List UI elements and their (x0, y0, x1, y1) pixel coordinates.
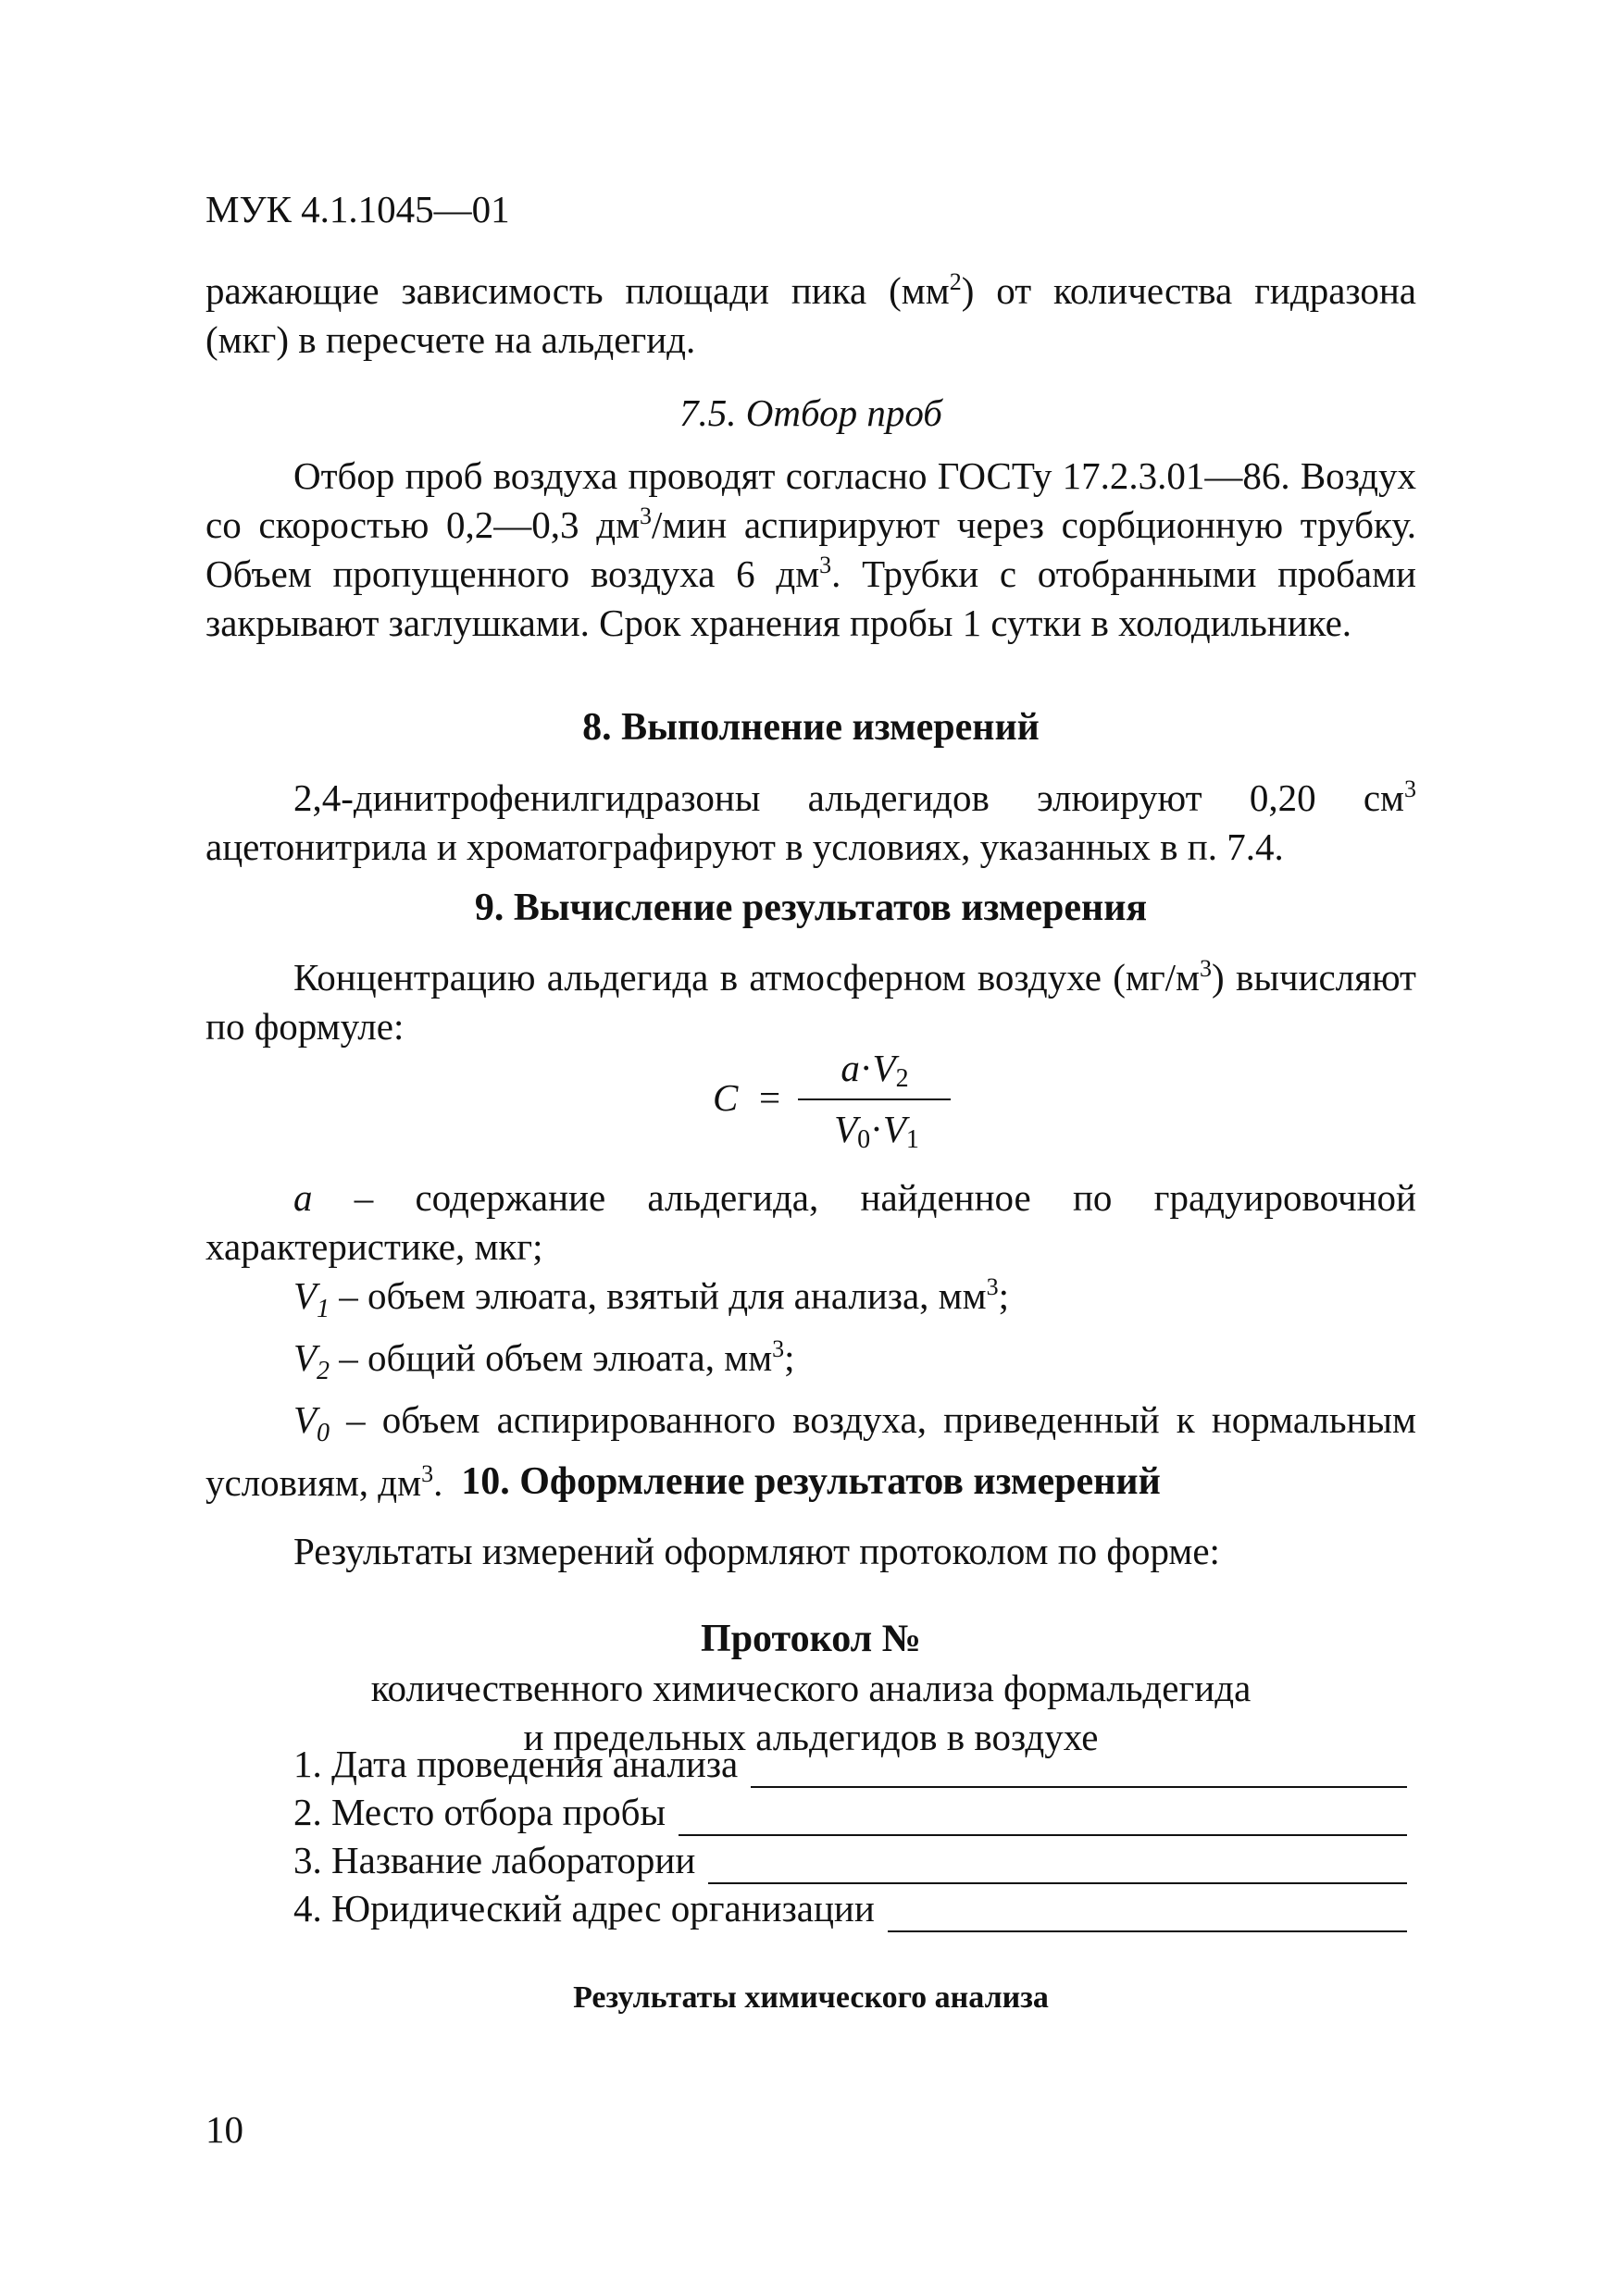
intro-paragraph: ражающие зависимость площади пика $(мм^2)$ от количества гидразона (мкг) в пересчете на альдегид. (205, 268, 1417, 361)
protocol-subtitle-1: количественного химического анализа формальдегида (370, 1667, 1252, 1709)
def-v0: $V_0$ – объем аспирированного воздуха, приведенный к нормальным условиям, $дм^3$. (205, 1398, 1416, 1504)
section-10-title: 10. Оформление результатов измерений (461, 1460, 1161, 1503)
section-7-5-paragraph: Отбор проб воздуха проводят согласно ГОСТу 17.2.3.01—86. Воздух со скоростью 0,2—0,3 $дм^3$/мин аспирируют через сорбционную трубку. Объем пропущенного воздуха 6 $дм^3$. Трубки с отобранными пробами закрывают заглушками. Срок хранения пробы 1 сутки в холодильнике. (205, 454, 1416, 644)
section-8-paragraph: 2,4-динитрофенилгидразоны альдегидов элюируют 0,20 $см^3$ ацетонитрила и хроматографируют в условиях, указанных в п. 7.4. (205, 776, 1416, 868)
blank-line[interactable] (679, 1799, 1407, 1836)
blank-line[interactable] (708, 1847, 1407, 1884)
formula-numerator: $a\cdot V_2$ (841, 1047, 909, 1093)
def-v2: $V_2$ – общий объем элюата, $мм^3$; (293, 1335, 795, 1386)
section-8-title: 8. Выполнение измерений (582, 706, 1040, 749)
page-number: 10 (205, 2108, 243, 2151)
running-header: МУК 4.1.1045—01 (205, 188, 510, 230)
field-sampling-place[interactable]: 2. Место отбора пробы (293, 1788, 1407, 1836)
formula-lhs: C (713, 1076, 739, 1119)
protocol-subtitle-2: и предельных альдегидов в воздухе (523, 1716, 1099, 1758)
protocol-title: Протокол № (701, 1618, 921, 1660)
blank-line[interactable] (751, 1751, 1407, 1788)
fraction-bar (798, 1098, 951, 1100)
field-analysis-date[interactable]: 1. Дата проведения анализа (293, 1740, 1407, 1788)
protocol-fields (293, 1740, 1407, 1932)
def-a: a – содержание альдегида, найденное по градуировочной характеристике, мкг; (205, 1176, 1416, 1268)
concentration-formula (713, 1046, 1046, 1166)
section-10-paragraph: Результаты измерений оформляют протоколом по форме: (293, 1530, 1220, 1572)
def-v1: $V_1$ – объем элюата, взятый для анализа, $мм^3$; (293, 1273, 1009, 1324)
formula-equals: = (759, 1076, 781, 1119)
formula-denominator: $V_0\cdot V_1$ (834, 1108, 919, 1154)
section-9-title: 9. Вычисление результатов измерения (474, 887, 1148, 929)
section-7-5-title: 7.5. Отбор проб (679, 391, 942, 434)
field-legal-address[interactable]: 4. Юридический адрес организации (293, 1884, 1407, 1932)
results-section-title: Результаты химического анализа (573, 1980, 1049, 2015)
blank-line[interactable] (888, 1895, 1407, 1932)
field-laboratory-name[interactable]: 3. Название лаборатории (293, 1836, 1407, 1884)
section-9-paragraph: Концентрацию альдегида в атмосферном воздухе $(мг/м^3)$ вычисляют по формуле: (205, 955, 1416, 1048)
